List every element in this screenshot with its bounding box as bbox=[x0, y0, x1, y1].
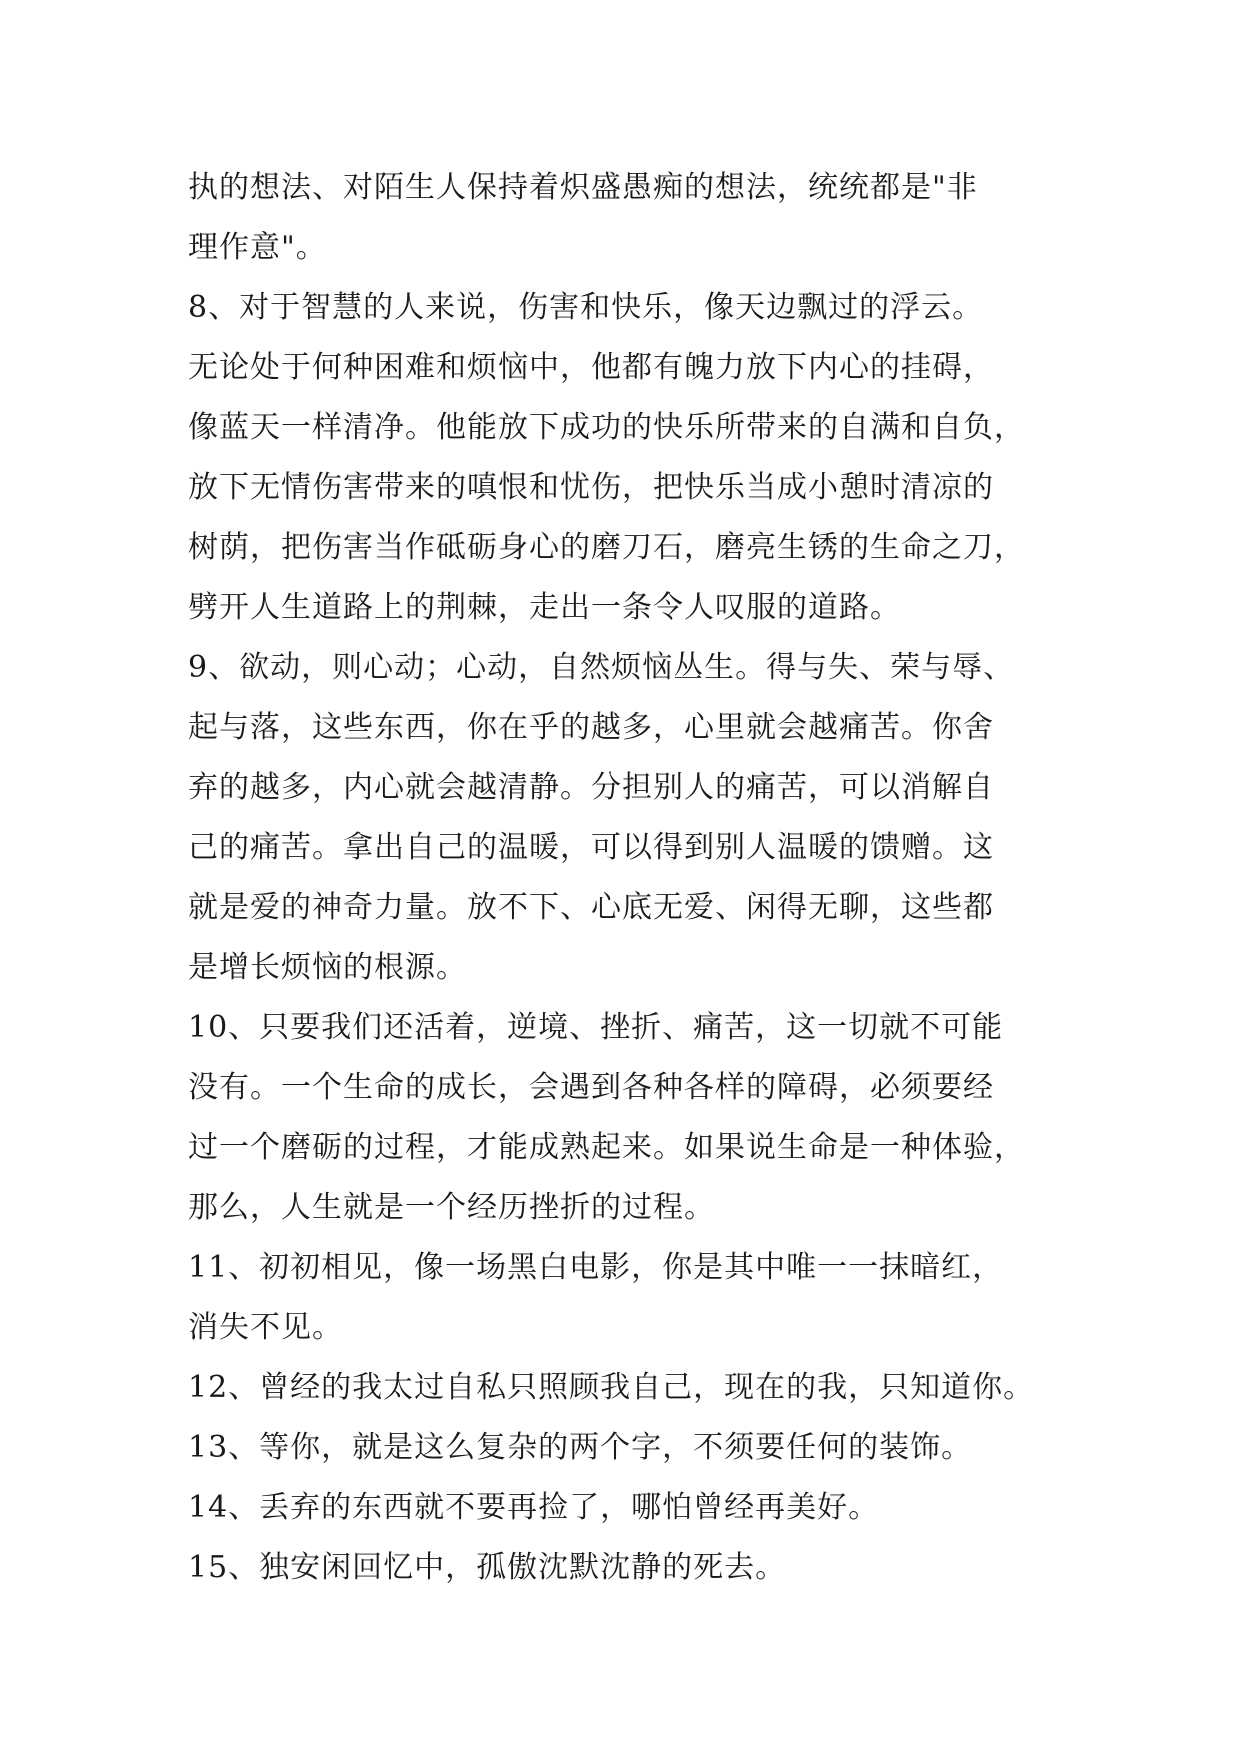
text-line: 9、欲动，则心动；心动，自然烦恼丛生。得与失、荣与辱、 bbox=[188, 650, 1015, 685]
text-line: 12、曾经的我太过自私只照顾我自己，现在的我，只知道你。 bbox=[188, 1370, 1035, 1405]
text-line: 执的想法、对陌生人保持着炽盛愚痴的想法，统统都是"非 bbox=[188, 170, 978, 205]
text-line: 像蓝天一样清净。他能放下成功的快乐所带来的自满和自负， bbox=[188, 410, 1025, 445]
text-line: 15、独安闲回忆中，孤傲沈默沈静的死去。 bbox=[188, 1550, 787, 1585]
text-line: 过一个磨砺的过程，才能成熟起来。如果说生命是一种体验， bbox=[188, 1130, 1025, 1165]
text-line: 弃的越多，内心就会越清静。分担别人的痛苦，可以消解自 bbox=[188, 770, 994, 805]
text-line: 10、只要我们还活着，逆境、挫折、痛苦，这一切就不可能 bbox=[188, 1010, 1004, 1045]
text-line: 放下无情伤害带来的嗔恨和忧伤，把快乐当成小憩时清凉的 bbox=[188, 470, 994, 505]
text-line: 理作意"。 bbox=[188, 230, 327, 265]
text-line: 起与落，这些东西，你在乎的越多，心里就会越痛苦。你舍 bbox=[188, 710, 994, 745]
text-line: 树荫，把伤害当作砥砺身心的磨刀石，磨亮生锈的生命之刀， bbox=[188, 530, 1025, 565]
text-line: 13、等你，就是这么复杂的两个字，不须要任何的装饰。 bbox=[188, 1430, 973, 1465]
text-line: 己的痛苦。拿出自己的温暖，可以得到别人温暖的馈赠。这 bbox=[188, 830, 994, 865]
text-line: 无论处于何种困难和烦恼中，他都有魄力放下内心的挂碍， bbox=[188, 350, 994, 385]
text-line: 14、丢弃的东西就不要再捡了，哪怕曾经再美好。 bbox=[188, 1490, 880, 1525]
document-body bbox=[188, 158, 1068, 1598]
text-line: 11、初初相见，像一场黑白电影，你是其中唯一一抹暗红， bbox=[188, 1250, 1004, 1285]
text-line: 消失不见。 bbox=[188, 1310, 343, 1345]
text-line: 劈开人生道路上的荆棘，走出一条令人叹服的道路。 bbox=[188, 590, 901, 625]
text-line: 8、对于智慧的人来说，伤害和快乐，像天边飘过的浮云。 bbox=[188, 290, 984, 325]
text-line: 那么，人生就是一个经历挫折的过程。 bbox=[188, 1190, 715, 1225]
text-line: 就是爱的神奇力量。放不下、心底无爱、闲得无聊，这些都 bbox=[188, 890, 994, 925]
text-line: 是增长烦恼的根源。 bbox=[188, 950, 467, 985]
text-line: 没有。一个生命的成长，会遇到各种各样的障碍，必须要经 bbox=[188, 1070, 994, 1105]
